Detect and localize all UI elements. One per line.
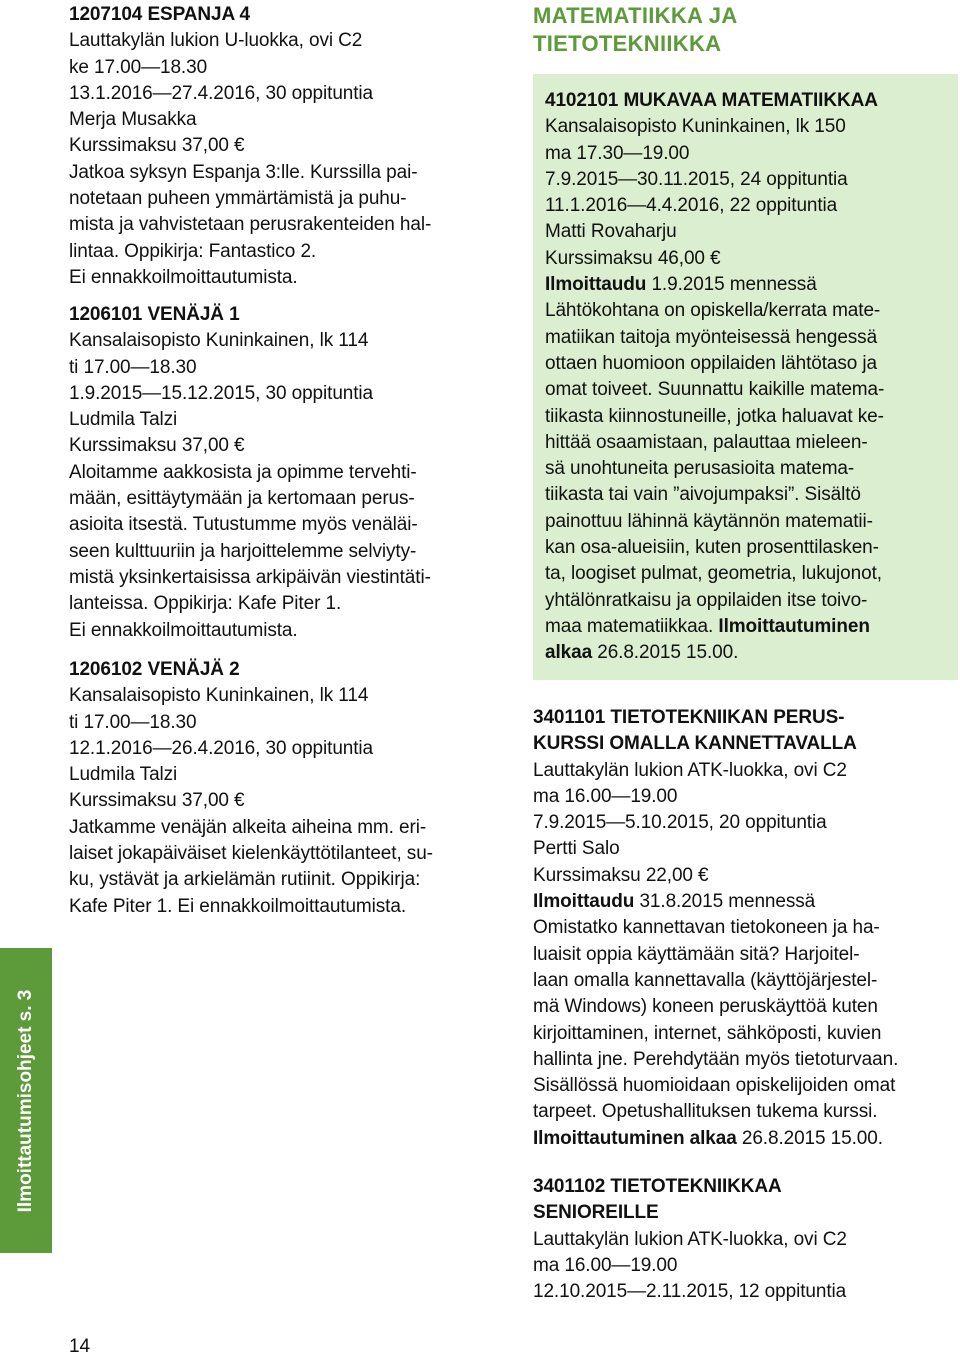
course-title: KURSSI OMALLA KANNETTAVALLA [533, 733, 857, 755]
text-line: ottaen huomioon oppilaiden lähtötaso ja [545, 352, 878, 374]
course-title: 3401101 TIETOTEKNIIKAN PERUS- [533, 707, 845, 728]
text-line: Kansalaisopisto Kuninkainen, lk 150 [545, 116, 846, 138]
text-line: Kafe Piter 1. Ei ennakkoilmoittautumista. [69, 895, 407, 917]
course-details [69, 28, 509, 291]
section-heading [533, 2, 738, 58]
text-line: Jatkoa syksyn Espanja 3:lle. Kurssilla pai- [69, 161, 418, 183]
text-line: Ei ennakkoilmoittautumista. [69, 619, 298, 641]
text-line: 12.10.2015—2.11.2015, 12 oppituntia [533, 1281, 847, 1303]
text-line: Ludmila Talzi [69, 764, 178, 786]
description-last-line [545, 614, 950, 640]
text-line: hallinta jne. Perehdytään myös tietoturvaan. [533, 1048, 899, 1070]
course-description [545, 298, 950, 614]
text-line: sä unohtuneita perusasioita matema- [545, 458, 855, 480]
text-line: seen kulttuuriin ja harjoittelemme selviyty- [69, 540, 417, 562]
text-line: Ei ennakkoilmoittautumista. [69, 266, 298, 288]
text-line: Sisällössä huomioidaan opiskelijoiden omat [533, 1075, 896, 1097]
course-mukavaa-matematiikkaa [545, 88, 950, 667]
registration-start-line [533, 1126, 958, 1152]
text-line: Kansalaisopisto Kuninkainen, lk 114 [69, 330, 369, 352]
course-title: 3401102 TIETOTEKNIIKKAA [533, 1176, 782, 1197]
course-title: 4102101 MUKAVAA MATEMATIIKKAA [545, 90, 878, 111]
text-line: hittää osaamistaan, palauttaa mieleen- [545, 431, 868, 453]
text-line: ma 16.00—19.00 [533, 785, 678, 807]
course-title: SENIOREILLE [533, 1202, 659, 1224]
registration-start-line [545, 640, 950, 666]
text-line: ti 17.00—18.30 [69, 356, 197, 378]
text-line: matiikan taitoja myönteisessä hengessä [545, 326, 878, 348]
registration-start-date: 26.8.2015 15.00. [592, 642, 739, 664]
registration-date: 1.9.2015 mennessä [646, 274, 817, 296]
text-line: Lauttakylän lukion ATK-luokka, ovi C2 [533, 759, 847, 781]
highlight-box-mukavaa-matematiikkaa [533, 74, 958, 680]
text-line: ma 16.00—19.00 [533, 1254, 678, 1276]
text-line: 12.1.2016—26.4.2016, 30 oppituntia [69, 737, 374, 759]
text-line: 7.9.2015—5.10.2015, 20 oppituntia [533, 812, 827, 834]
course-venaja-1 [69, 302, 509, 644]
course-details [545, 114, 950, 272]
text-line: Ludmila Talzi [69, 409, 178, 431]
text-line: Omistatko kannettavan tietokoneen ja ha- [533, 917, 880, 939]
text-line: tiikasta tai vain ”aivojumpaksi”. Sisältö [545, 484, 861, 506]
text-line: luaisit oppia käyttämään sitä? Harjoitel- [533, 943, 860, 965]
text-line: 13.1.2016—27.4.2016, 30 oppituntia [69, 82, 374, 104]
text-line: kan osa-alueisiin, kuten prosenttilasken- [545, 537, 879, 559]
text-line: mään, esittäytymään ja kertomaan perus- [69, 488, 415, 510]
page-number: 14 [69, 1336, 90, 1357]
text-line: Jatkamme venäjän alkeita aiheina mm. eri- [69, 816, 427, 838]
course-details [69, 683, 509, 920]
text-line: Kurssimaksu 37,00 € [69, 790, 245, 812]
text-line: Pertti Salo [533, 838, 620, 860]
text-line: 1.9.2015—15.12.2015, 30 oppituntia [69, 382, 374, 404]
section-heading-line: TIETOTEKNIIKKA [533, 31, 722, 56]
text-line: laan omalla kannettavalla (käyttöjärjestel- [533, 969, 878, 991]
course-title: 1206102 VENÄJÄ 2 [69, 659, 240, 680]
side-tab-label: Ilmoittautumisohjeet s. 3 [14, 989, 36, 1212]
course-espanja-4 [69, 2, 509, 291]
text-line: Kurssimaksu 22,00 € [533, 864, 709, 886]
registration-label: Ilmoittaudu [533, 891, 635, 913]
text-line: notetaan puheen ymmärtämistä ja puhu- [69, 188, 407, 210]
text-line: mistä yksinkertaisissa arkipäivän viestintäti- [69, 566, 431, 588]
text-line: Kurssimaksu 46,00 € [545, 247, 721, 269]
text-line: Kansalaisopisto Kuninkainen, lk 114 [69, 685, 369, 707]
text-line: ma 17.30—19.00 [545, 142, 690, 164]
text-line: ti 17.00—18.30 [69, 711, 197, 733]
registration-label: Ilmoittaudu [545, 274, 647, 296]
course-tietotekniikkaa-senioreille [533, 1174, 958, 1305]
text-line: 11.1.2016—4.4.2016, 22 oppituntia [545, 195, 838, 217]
text-line: ke 17.00—18.30 [69, 56, 208, 78]
course-description [533, 915, 958, 1125]
text-line: tarpeet. Opetushallituksen tukema kurssi. [533, 1101, 878, 1123]
registration-line [545, 272, 950, 298]
registration-start-label: Ilmoittautuminen [718, 615, 870, 637]
text-line: Matti Rovaharju [545, 221, 677, 243]
course-details [69, 328, 509, 644]
text-line: painottuu lähinnä käytännön matematii- [545, 510, 873, 532]
course-details [533, 1227, 958, 1306]
text-line: 7.9.2015—30.11.2015, 24 oppituntia [545, 168, 848, 190]
course-details [533, 758, 958, 889]
text-line: Lähtökohtana on opiskella/kerrata mate- [545, 300, 881, 322]
registration-start-label: Ilmoittautuminen alkaa [533, 1127, 737, 1149]
text-line: yhtälönratkaisu ja oppilaiden itse toivo- [545, 589, 868, 611]
text-line: asioita itsestä. Tutustumme myös venäläi- [69, 514, 418, 536]
text-line: Kurssimaksu 37,00 € [69, 435, 245, 457]
text-line: laiset jokapäiväiset kielenkäyttötilanteet, su- [69, 843, 433, 865]
text-line: Aloitamme aakkosista ja opimme tervehti- [69, 461, 417, 483]
side-tab [0, 948, 52, 1253]
text-line: kirjoittaminen, internet, sähköposti, kuvien [533, 1022, 882, 1044]
text-line: lanteissa. Oppikirja: Kafe Piter 1. [69, 593, 342, 615]
text-line: mä Windows) koneen peruskäyttöä kuten [533, 996, 878, 1018]
text-line: Merja Musakka [69, 109, 197, 131]
registration-start-label: alkaa [545, 642, 593, 664]
text-line: Kurssimaksu 37,00 € [69, 135, 245, 157]
section-heading-line: MATEMATIIKKA JA [533, 3, 738, 28]
course-title: 1207104 ESPANJA 4 [69, 4, 251, 25]
text-line: tiikasta kiinnostuneille, jotka haluavat ke- [545, 405, 884, 427]
text-line: omat toiveet. Suunnattu kaikille matema- [545, 379, 885, 401]
registration-start-date: 26.8.2015 15.00. [736, 1127, 883, 1149]
course-title: 1206101 VENÄJÄ 1 [69, 304, 240, 325]
text-line: ta, loogiset pulmat, geometria, lukujonot, [545, 563, 882, 585]
text-line: mista ja vahvistetaan perusrakenteiden hal- [69, 214, 432, 236]
registration-line [533, 889, 958, 915]
registration-date: 31.8.2015 mennessä [634, 891, 816, 913]
text-line: ku, ystävät ja arkielämän rutiinit. Oppikirja: [69, 869, 421, 891]
text-line: Lauttakylän lukion ATK-luokka, ovi C2 [533, 1228, 847, 1250]
description-text: maa matematiikkaa. [545, 615, 719, 637]
text-line: Lauttakylän lukion U-luokka, ovi C2 [69, 30, 363, 52]
course-tietotekniikan-peruskurssi [533, 705, 958, 1152]
course-venaja-2 [69, 657, 509, 920]
text-line: lintaa. Oppikirja: Fantastico 2. [69, 240, 317, 262]
